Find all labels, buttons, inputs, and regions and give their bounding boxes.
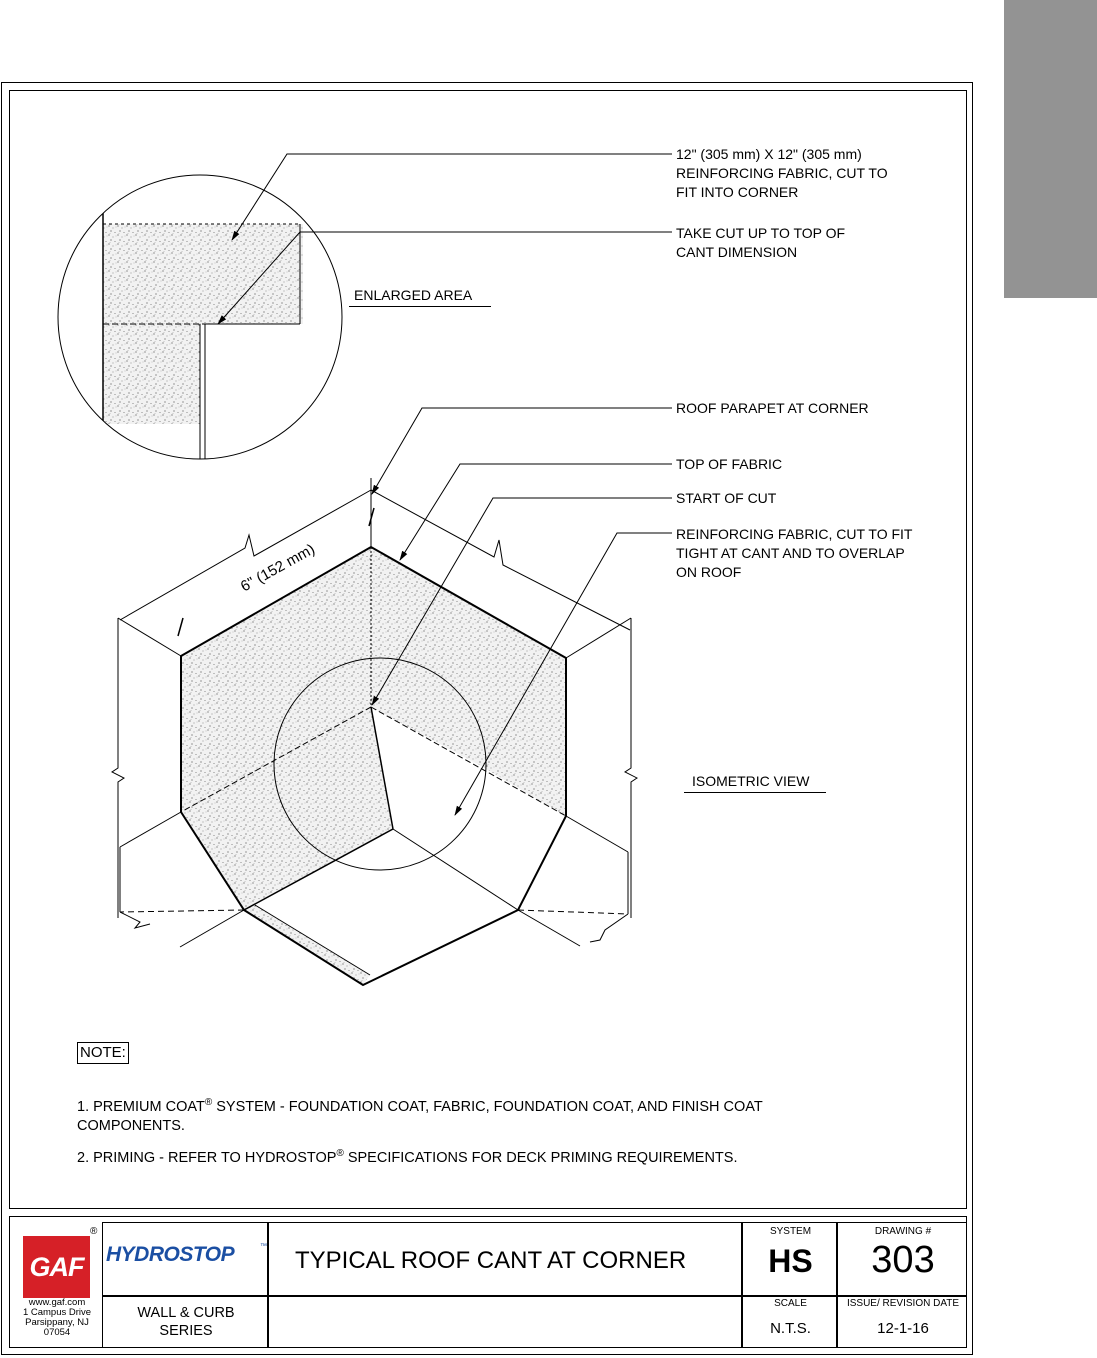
title-blank-cell [268,1296,742,1348]
revision-date-cell [837,1296,967,1348]
note-item-2: 2. PRIMING - REFER TO HYDROSTOP® SPECIFICATIONS FOR DECK PRIMING REQUIREMENTS. [77,1148,738,1166]
drawing-number-label: DRAWING # [874,1226,932,1237]
note-item-1: 1. PREMIUM COAT® SYSTEM - FOUNDATION COAT, FABRIC, FOUNDATION COAT, AND FINISH COAT COMPONENTS. [77,1097,763,1134]
series-label: WALL & CURB SERIES [137,1305,235,1339]
system-cell [742,1222,837,1296]
scale-label: SCALE [774,1298,807,1309]
gaf-logo-cell [15,1222,99,1344]
enlarged-area-label: ENLARGED AREA [354,287,473,303]
gaf-registered-mark: ® [90,1226,98,1237]
hydrostop-logo: HYDROSTOP [106,1243,235,1266]
callout-top-of-fabric: TOP OF FABRIC [676,456,783,472]
callout-take-cut: TAKE CUT UP TO TOP OF CANT DIMENSION [676,225,846,260]
scale-cell [742,1296,837,1348]
scale-value: N.T.S. [770,1320,811,1337]
drawing-title: TYPICAL ROOF CANT AT CORNER [295,1247,687,1274]
hydrostop-trademark: ™ [260,1243,267,1250]
callout-fabric-size: 12" (305 mm) X 12" (305 mm) REINFORCING FABRIC, CUT TO FIT INTO CORNER [676,146,888,200]
note-heading: NOTE: [77,1042,129,1064]
enlarged-area-detail [58,160,342,470]
callout-reinforcing-fabric: REINFORCING FABRIC, CUT TO FIT TIGHT AT CANT AND TO OVERLAP ON ROOF [676,526,913,580]
system-label: SYSTEM [769,1226,812,1237]
enlarged-area-underline [349,306,491,307]
callout-start-of-cut: START OF CUT [676,490,777,506]
isometric-view-drawing [112,478,637,985]
series-cell [102,1296,268,1348]
drawing-number-cell [837,1222,967,1296]
callout-roof-parapet: ROOF PARAPET AT CORNER [676,400,869,416]
brand-cell [102,1222,268,1296]
system-value: HS [768,1243,813,1279]
isometric-view-underline [684,792,826,793]
revision-date-value: 12-1-16 [877,1320,929,1337]
revision-date-label: ISSUE/ REVISION DATE [846,1298,960,1309]
gaf-logo: GAF [23,1236,90,1298]
gaf-address: www.gaf.com 1 Campus Drive Parsippany, NJ 07054 [22,1297,92,1338]
title-cell [268,1222,742,1296]
dimension-label: 6" (152 mm) [237,540,318,596]
isometric-view-label: ISOMETRIC VIEW [692,773,810,789]
drawing-number-value: 303 [871,1239,935,1281]
